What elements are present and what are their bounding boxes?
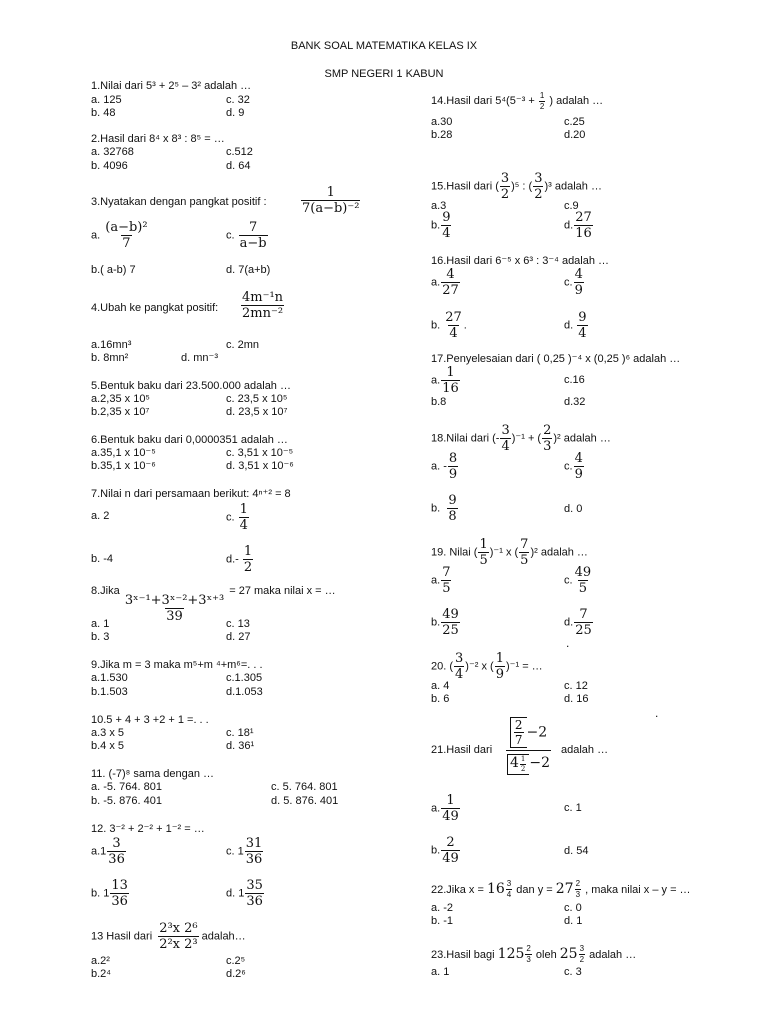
question-4: 4.Ubah ke pangkat positif: [91, 302, 219, 314]
q22-option-b: b. -1 [431, 915, 454, 927]
q15-option-b: b. $\frac{9}{4}$ [431, 210, 451, 241]
q15-option-c: c.9 [564, 200, 579, 212]
question-19: 19. Nilai ( $\frac{1}{5}$ )⁻¹ x ( $\frac{7}{5}$ )² adalah … [431, 537, 588, 568]
question-11: 11. (-7)⁸ sama dengan … [91, 768, 215, 780]
q2-option-b: b. 4096 [91, 160, 128, 172]
q9-option-a: a.1.530 [91, 672, 128, 684]
q1-option-b: b. 48 [91, 107, 116, 119]
question-9: 9.Jika m = 3 maka m⁵+m ⁴+m⁶=. . . [91, 659, 263, 671]
q10-option-d: d. 36¹ [226, 740, 255, 752]
q17-option-a: a. $\frac{1}{16}$ [431, 365, 459, 396]
q16-option-a: a. $\frac{4}{27}$ [431, 267, 459, 298]
document-title: BANK SOAL MATEMATIKA KELAS IX [290, 40, 478, 52]
q22-option-a: a. -2 [431, 902, 454, 914]
question-14: 14.Hasil dari 5⁴(5⁻³ + $\frac{1}{2}$ ) adalah … [431, 91, 604, 111]
q20-option-c: c. 12 [564, 680, 588, 692]
question-6: 6.Bentuk baku dari 0,0000351 adalah … [91, 434, 288, 446]
q12-option-c: c. 1 $\frac{31}{36}$ [226, 836, 263, 867]
q7-option-d: d.- $\frac{1}{2}$ [226, 544, 253, 575]
question-20: 20. ( $\frac{3}{4}$ )⁻² x ( $\frac{1}{9}$ )⁻¹ = … [431, 651, 543, 682]
q18-option-d: d. 0 [564, 503, 583, 515]
q3-option-b: b.( a-b) 7 [91, 264, 136, 276]
school-name: SMP NEGERI 1 KABUN [324, 68, 444, 80]
q12-option-b: b. 1 $\frac{13}{36}$ [91, 878, 128, 909]
q19-option-c: c. $\frac{49}{5}$ [564, 565, 592, 596]
q7-option-b: b. -4 [91, 553, 114, 565]
q16-option-d: d. $\frac{9}{4}$ [564, 310, 587, 341]
q13-option-a: a.2² [91, 955, 110, 967]
q21-adalah: adalah … [561, 744, 609, 756]
question-16: 16.Hasil dari 6⁻⁵ x 6³ : 3⁻⁴ adalah … [431, 255, 610, 267]
question-10: 10.5 + 4 + 3 +2 + 1 =. . . [91, 714, 209, 726]
q13-option-b: b.2⁴ [91, 968, 112, 980]
q3-option-a: a. $\frac{\text{(a−b)²}}{7}$ [91, 220, 148, 251]
q23-option-c: c. 3 [564, 966, 582, 978]
question-23: 23.Hasil bagi 125 $\frac{2}{3}$ oleh 25 $\frac{3}{2}$ adalah … [431, 944, 637, 964]
q9-option-c: c.1.305 [226, 672, 263, 684]
q8-option-c: c. 13 [226, 618, 250, 630]
q3-option-d: d. 7(a+b) [226, 264, 271, 276]
question-22: 22.Jika x = 16 $\frac{3}{4}$ dan y = 27 $\frac{2}{3}$ , maka nilai x – y = … [431, 879, 691, 899]
q4-option-b: b. 8mn² [91, 352, 129, 364]
q2-option-a: a. 32768 [91, 146, 134, 158]
q4-option-a: a.16mn³ [91, 339, 132, 351]
q6-option-b: b.35,1 x 10⁻⁶ [91, 460, 156, 472]
q15-option-a: a.3 [431, 200, 447, 212]
q11-option-b: b. -5. 876. 401 [91, 795, 162, 807]
q9-option-d: d.1.053 [226, 686, 263, 698]
q3-option-c: c. $\frac{7}{a-b}$ [226, 220, 267, 251]
q6-option-d: d. 3,51 x 10⁻⁶ [226, 460, 294, 472]
q18-option-c: c. $\frac{4}{9}$ [564, 451, 583, 482]
q12-option-a: a.1 $\frac{3}{36}$ [91, 836, 125, 867]
q18-option-a: a. - $\frac{8}{9}$ [431, 451, 458, 482]
q10-option-c: c. 18¹ [226, 727, 254, 739]
q17-option-c: c.16 [564, 374, 585, 386]
q21-fraction: $\frac{2}{7}$ −2 4 $\frac{1}{2}$ −2 [505, 717, 552, 775]
question-21: 21.Hasil dari [431, 744, 493, 756]
q21-option-c: c. 1 [564, 802, 582, 814]
q2-option-c: c.512 [226, 146, 253, 158]
q17-option-b: b.8 [431, 396, 447, 408]
stray-dot: . [655, 706, 659, 720]
question-1: 1.Nilai dari 5³ + 2⁵ – 3² adalah … [91, 80, 252, 92]
q7-option-a: a. 2 [91, 510, 110, 522]
q15-option-d: d. $\frac{27}{16}$ [564, 210, 592, 241]
stray-dot: . [566, 636, 570, 650]
q21-option-b: b. $\frac{2}{49}$ [431, 835, 459, 866]
q4-option-c: c. 2mn [226, 339, 260, 351]
q5-option-b: b.2,35 x 10⁷ [91, 406, 150, 418]
q16-option-b: b. $\frac{27}{4}$ . [431, 310, 467, 341]
q8-option-b: b. 3 [91, 631, 110, 643]
question-7: 7.Nilai n dari persamaan berikut: 4ⁿ⁺² = 8 [91, 488, 291, 500]
q6-option-a: a.35,1 x 10⁻⁵ [91, 447, 156, 459]
question-13: 13 Hasil dari $\frac{\text{2³x 2⁶}}{\text{2²x 2³}}$ adalah… [91, 921, 246, 952]
q22-option-c: c. 0 [564, 902, 582, 914]
q22-option-d: d. 1 [564, 915, 583, 927]
q18-option-b: b. $\frac{9}{8}$ [431, 493, 457, 524]
q4-option-d: d. mn⁻³ [181, 352, 218, 364]
q10-option-b: b.4 x 5 [91, 740, 125, 752]
q16-option-c: c. $\frac{4}{9}$ [564, 267, 583, 298]
question-15: 15.Hasil dari ( $\frac{3}{2}$ )⁵ : ( $\frac{3}{2}$ )³ adalah … [431, 171, 602, 202]
q21-option-d: d. 54 [564, 845, 589, 857]
q17-option-d: d.32 [564, 396, 586, 408]
q14-option-a: a.30 [431, 116, 453, 128]
q1-option-a: a. 125 [91, 94, 122, 106]
q3-fraction: $\frac{1}{\text{7(a−b)⁻²}}$ [302, 185, 360, 216]
q13-option-d: d.2⁶ [226, 968, 246, 980]
q21-option-a: a. $\frac{1}{49}$ [431, 793, 459, 824]
question-3: 3.Nyatakan dengan pangkat positif : [91, 196, 267, 208]
q11-option-a: a. -5. 764. 801 [91, 781, 162, 793]
q11-option-c: c. 5. 764. 801 [271, 781, 338, 793]
q6-option-c: c. 3,51 x 10⁻⁵ [226, 447, 294, 459]
question-18: 18.Nilai dari (- $\frac{3}{4}$ )⁻¹ + ( $\frac{2}{3}$ )² adalah … [431, 423, 611, 454]
q20-option-a: a. 4 [431, 680, 450, 692]
q14-option-b: b.28 [431, 129, 453, 141]
q2-option-d: d. 64 [226, 160, 251, 172]
q20-option-d: d. 16 [564, 693, 589, 705]
q20-option-b: b. 6 [431, 693, 450, 705]
q13-option-c: c.2⁵ [226, 955, 246, 967]
q19-option-d: d. $\frac{7}{25}$ [564, 607, 592, 638]
q5-option-c: c. 23,5 x 10⁵ [226, 393, 288, 405]
q1-option-c: c. 32 [226, 94, 250, 106]
q14-option-d: d.20 [564, 129, 586, 141]
q11-option-d: d. 5. 876. 401 [271, 795, 339, 807]
q7-option-c: c. $\frac{1}{4}$ [226, 502, 248, 533]
q14-option-c: c.25 [564, 116, 585, 128]
q10-option-a: a.3 x 5 [91, 727, 125, 739]
question-17: 17.Penyelesaian dari ( 0,25 )⁻⁴ x (0,25 )⁶ adalah … [431, 353, 681, 365]
q19-option-b: b. $\frac{49}{25}$ [431, 607, 459, 638]
q5-option-a: a.2,35 x 10⁵ [91, 393, 150, 405]
question-12: 12. 3⁻² + 2⁻² + 1⁻² = … [91, 823, 205, 835]
question-8: 8.Jika $\frac{\text{3ˣ⁻¹+3ˣ⁻²+3ˣ⁺³}}{39}$ = 27 maka nilai x = … [91, 585, 336, 624]
q8-option-a: a. 1 [91, 618, 110, 630]
question-5: 5.Bentuk baku dari 23.500.000 adalah … [91, 380, 291, 392]
q5-option-d: d. 23,5 x 10⁷ [226, 406, 288, 418]
q19-option-a: a. $\frac{7}{5}$ [431, 565, 451, 596]
question-2: 2.Hasil dari 8⁴ x 8³ : 8⁵ = … [91, 133, 225, 145]
q4-fraction: $\frac{\text{4m⁻¹n}}{\text{2mn⁻²}}$ [242, 290, 284, 321]
q9-option-b: b.1.503 [91, 686, 128, 698]
q1-option-d: d. 9 [226, 107, 245, 119]
q23-option-a: a. 1 [431, 966, 450, 978]
q12-option-d: d. 1 $\frac{35}{36}$ [226, 878, 263, 909]
q8-option-d: d. 27 [226, 631, 251, 643]
